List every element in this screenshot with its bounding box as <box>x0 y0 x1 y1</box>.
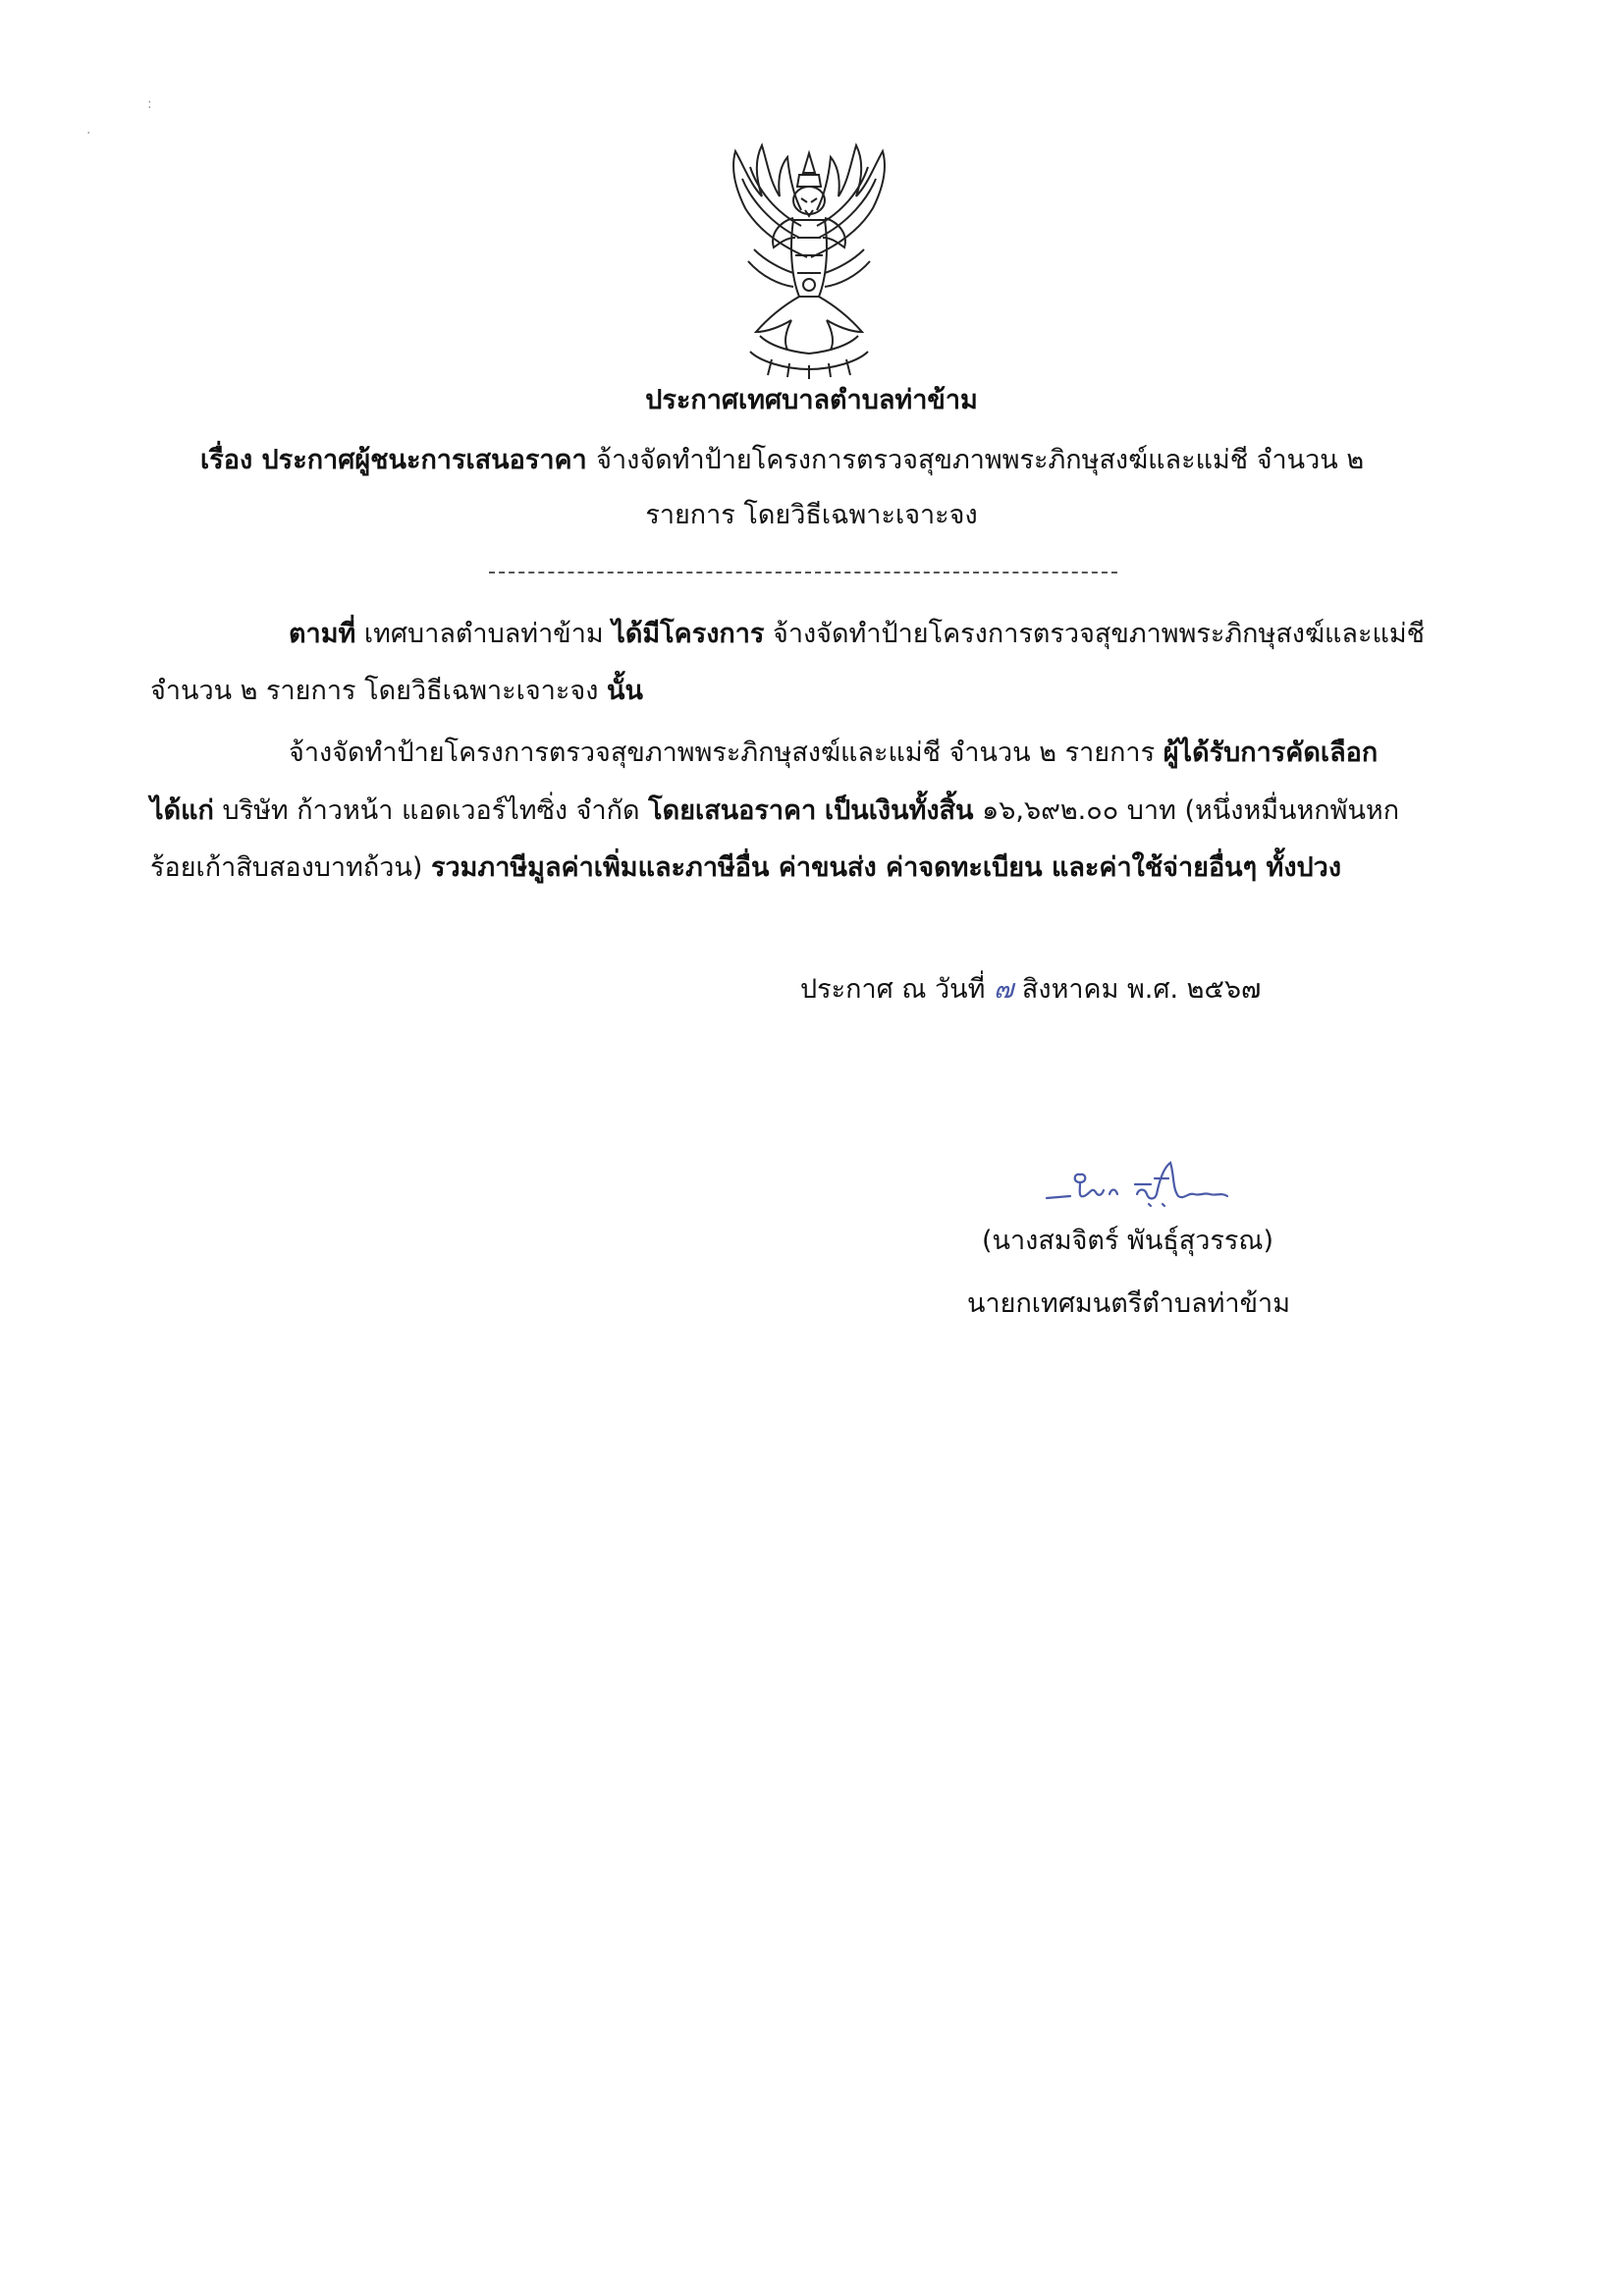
para2-line3-bold: รวมภาษีมูลค่าเพิ่มและภาษีอื่น ค่าขนส่ง ค่าจดทะเบียน และค่าใช้จ่ายอื่นๆ ทั้งปวง <box>430 852 1341 883</box>
subject-bold: ประกาศผู้ชนะการเสนอราคา <box>261 445 587 475</box>
para1-bold2: ได้มีโครงการ <box>612 619 765 649</box>
para1-line2-text: จำนวน ๒ รายการ โดยวิธีเฉพาะเจาะจง <box>150 676 599 706</box>
subject-line-2: รายการ โดยวิธีเฉพาะเจาะจง <box>645 500 978 530</box>
subject-rest: จ้างจัดทำป้ายโครงการตรวจสุขภาพพระภิกษุสงฆ์และแม่ชี จำนวน ๒ <box>596 445 1365 475</box>
para2-line2-bold3: เป็นเงินทั้งสิ้น <box>824 795 974 826</box>
date-prefix: ประกาศ ณ วันที่ <box>800 974 986 1005</box>
para2-line-3 <box>150 848 1341 888</box>
signer-name: (นางสมจิตร์ พันธุ์สุวรรณ) <box>982 1226 1274 1256</box>
separator-line <box>489 572 1117 574</box>
para2-line-2 <box>150 792 1399 831</box>
signer-position: นายกเทศมนตรีตำบลท่าข้าม <box>967 1288 1290 1319</box>
para2-line2-text2: ๑๖,๖๙๒.๐๐ บาท (หนึ่งหมื่นหกพันหก <box>982 795 1400 826</box>
scan-mark: · <box>86 126 91 141</box>
para2-line1-bold: ผู้ได้รับการคัดเลือก <box>1163 738 1379 768</box>
para1-text1: เทศบาลตำบลท่าข้าม <box>363 619 604 649</box>
para2-line1-text: จ้างจัดทำป้ายโครงการตรวจสุขภาพพระภิกษุสงฆ์และแม่ชี จำนวน ๒ รายการ <box>289 738 1156 768</box>
para1-lead: ตามที่ <box>289 619 356 649</box>
para2-line2-bold1: ได้แก่ <box>150 795 214 826</box>
date-month-year: สิงหาคม พ.ศ. ๒๕๖๗ <box>1021 974 1262 1005</box>
para2-line-1 <box>289 734 1378 773</box>
date-day: ๗ <box>994 974 1014 1005</box>
para1-line-1 <box>289 615 1425 654</box>
subject-line-1 <box>200 441 1364 480</box>
para1-line2-bold: นั้น <box>606 676 643 706</box>
scan-mark: : <box>147 96 152 112</box>
announcement-date <box>800 970 1261 1010</box>
announcement-title: ประกาศเทศบาลตำบลท่าข้าม <box>645 385 978 415</box>
para1-line-2 <box>150 672 643 711</box>
garuda-emblem-icon <box>691 139 927 380</box>
para1-text2: จ้างจัดทำป้ายโครงการตรวจสุขภาพพระภิกษุสงฆ์และแม่ชี <box>773 619 1426 649</box>
para2-line2-text1: บริษัท ก้าวหน้า แอดเวอร์ไทซิ่ง จำกัด <box>222 795 640 826</box>
para2-line2-bold2: โดยเสนอราคา <box>648 795 817 826</box>
para2-line3-text1: ร้อยเก้าสิบสองบาทถ้วน) <box>150 852 423 883</box>
signature-icon <box>1041 1149 1247 1218</box>
subject-label: เรื่อง <box>200 445 253 475</box>
